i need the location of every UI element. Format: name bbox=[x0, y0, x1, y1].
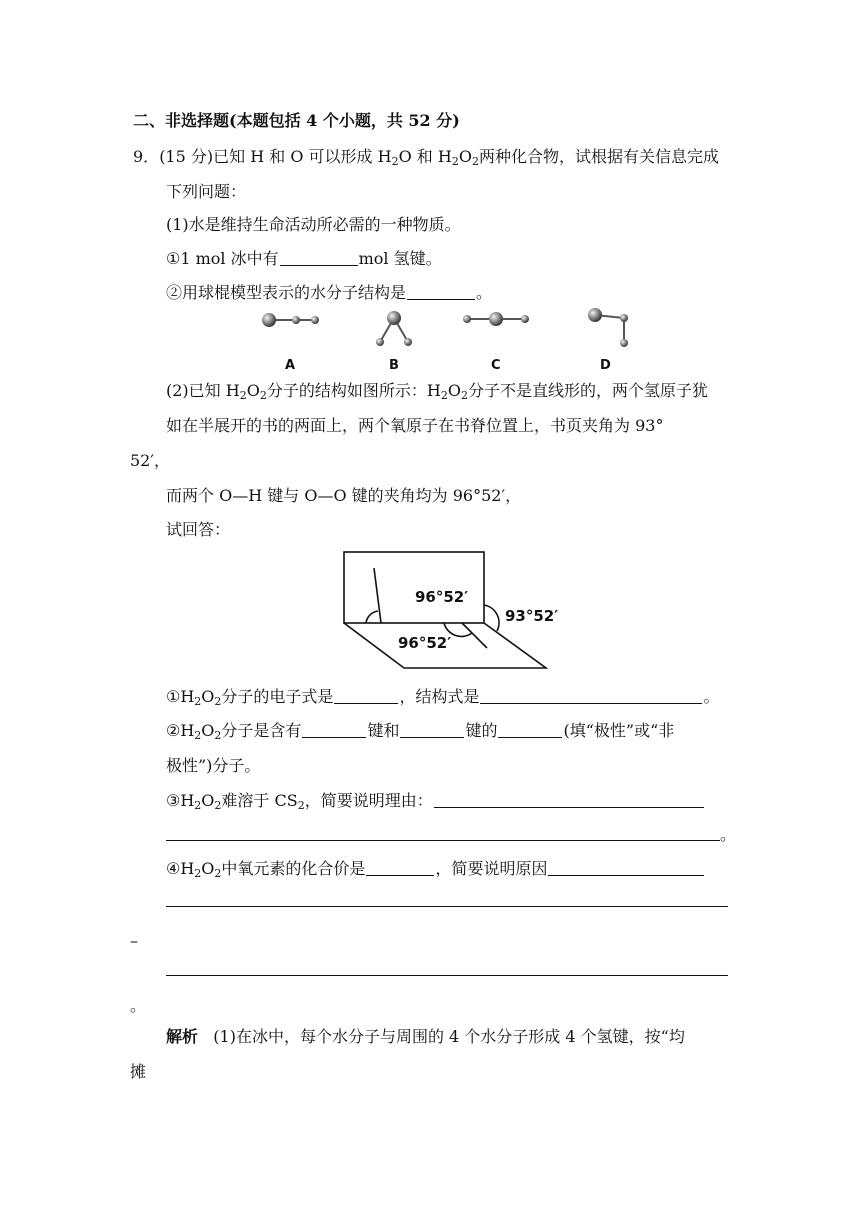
sub-question-text: ，结构式是 bbox=[399, 687, 480, 706]
part1-title: (1)水是维持生命活动所必需的一种物质。 bbox=[166, 215, 461, 234]
angle-label-right: 93°52′ bbox=[505, 607, 559, 625]
model-a-icon bbox=[262, 313, 319, 327]
answer-blank[interactable] bbox=[280, 249, 358, 266]
part1-q2 bbox=[166, 282, 492, 304]
sub-question-text: 难溶于 CS bbox=[221, 791, 298, 810]
part2-line1 bbox=[166, 380, 708, 402]
subscript: 2 bbox=[214, 695, 222, 708]
sub-question-text: O bbox=[201, 687, 215, 706]
subscript: 2 bbox=[194, 867, 202, 880]
answer-blank[interactable] bbox=[334, 687, 398, 704]
part1-q2-text: ②用球棍模型表示的水分子结构是 bbox=[166, 283, 407, 302]
sub-question-text: ②H bbox=[166, 721, 195, 740]
part1-q1-text: mol 氢键。 bbox=[358, 249, 442, 268]
answer-blank[interactable] bbox=[498, 721, 562, 738]
sub-question-text: ，简要说明理由： bbox=[304, 791, 433, 810]
sub-question-text: (填“极性”或“非 bbox=[563, 721, 675, 740]
analysis-line1 bbox=[166, 1026, 685, 1048]
sub-question-text: ，简要说明原因 bbox=[435, 859, 548, 878]
sub-question-text: 分子的电子式是 bbox=[221, 687, 334, 706]
subscript: 2 bbox=[471, 155, 479, 168]
model-d-icon bbox=[588, 308, 628, 347]
h2o2-structure-figure bbox=[0, 545, 860, 675]
subscript: 2 bbox=[214, 867, 222, 880]
analysis-line2: 摊 bbox=[130, 1062, 147, 1081]
question-number: 9． bbox=[133, 147, 160, 166]
subscript: 2 bbox=[194, 729, 202, 742]
answer-line[interactable] bbox=[166, 840, 720, 841]
dash-mark: – bbox=[130, 931, 138, 950]
sub-question-text: 键和 bbox=[367, 721, 400, 740]
question-score: (15 分) bbox=[159, 147, 214, 166]
part2-text: (2)已知 H bbox=[166, 381, 240, 400]
question-9-intro-line2: 下列问题： bbox=[166, 182, 247, 201]
intro-text: 两种化合物，试根据有关信息完成 bbox=[478, 147, 719, 166]
sub-question-text: O bbox=[201, 859, 215, 878]
sub-question-text: 中氧元素的化合价是 bbox=[221, 859, 366, 878]
part2-text: O bbox=[246, 381, 260, 400]
sub-question-b bbox=[166, 720, 674, 742]
subscript: 2 bbox=[214, 729, 222, 742]
option-label: A bbox=[285, 358, 296, 373]
section-heading: 二、非选择题(本题包括 4 个小题，共 52 分) bbox=[133, 111, 460, 130]
sub-question-text: O bbox=[201, 791, 215, 810]
subscript: 2 bbox=[214, 799, 222, 812]
answer-line[interactable] bbox=[166, 906, 728, 907]
option-label: B bbox=[389, 358, 399, 373]
subscript: 2 bbox=[391, 155, 399, 168]
option-label: D bbox=[600, 358, 611, 373]
answer-blank[interactable] bbox=[480, 687, 702, 704]
intro-text: 已知 H 和 O 可以形成 H bbox=[213, 147, 392, 166]
model-c-icon bbox=[463, 312, 529, 326]
intro-text: O 和 H bbox=[398, 147, 452, 166]
angle-label-lower: 96°52′ bbox=[398, 634, 452, 652]
angle-label-upper: 96°52′ bbox=[415, 588, 469, 606]
question-9-intro bbox=[133, 146, 719, 168]
part2-text: 分子不是直线形的，两个氢原子犹 bbox=[467, 381, 708, 400]
line-end-mark: 。 bbox=[720, 825, 737, 844]
sub-question-d bbox=[166, 858, 705, 880]
subscript: 2 bbox=[460, 389, 468, 402]
answer-blank[interactable] bbox=[407, 283, 475, 300]
sub-question-text: ③H bbox=[166, 791, 195, 810]
sub-question-text: O bbox=[201, 721, 215, 740]
answer-line[interactable] bbox=[166, 975, 728, 976]
model-b-icon bbox=[376, 311, 412, 346]
part2-text: O bbox=[447, 381, 461, 400]
part2-line2: 如在半展开的书的两面上，两个氧原子在书脊位置上，书页夹角为 93° bbox=[166, 416, 664, 435]
answer-blank[interactable] bbox=[400, 721, 464, 738]
subscript: 2 bbox=[239, 389, 247, 402]
answer-blank[interactable] bbox=[434, 791, 704, 808]
analysis-label: 解析 bbox=[166, 1027, 199, 1046]
subscript: 2 bbox=[440, 389, 448, 402]
part1-q1-text: ①1 mol 冰中有 bbox=[166, 249, 279, 268]
sub-question-text: 。 bbox=[703, 687, 720, 706]
sub-question-text: 分子是含有 bbox=[221, 721, 302, 740]
part2-text: 分子的结构如图所示：H bbox=[266, 381, 441, 400]
part2-line5: 试回答： bbox=[166, 520, 231, 539]
part1-q2-text: 。 bbox=[476, 283, 493, 302]
subscript: 2 bbox=[194, 799, 202, 812]
sub-question-b-line2: 极性”)分子。 bbox=[166, 756, 261, 775]
subscript: 2 bbox=[451, 155, 459, 168]
sub-question-text: ①H bbox=[166, 687, 195, 706]
option-label: C bbox=[491, 358, 501, 373]
answer-blank[interactable] bbox=[302, 721, 366, 738]
end-mark: 。 bbox=[130, 996, 147, 1015]
answer-blank[interactable] bbox=[548, 859, 704, 876]
sub-question-c bbox=[166, 790, 705, 812]
subscript: 2 bbox=[194, 695, 202, 708]
analysis-text: (1)在冰中，每个水分子与周围的 4 个水分子形成 4 个氢键，按“均 bbox=[213, 1027, 685, 1046]
subscript: 2 bbox=[297, 799, 305, 812]
sub-question-a bbox=[166, 686, 719, 708]
subscript: 2 bbox=[259, 389, 267, 402]
sub-question-text: 键的 bbox=[465, 721, 498, 740]
ball-stick-models-figure bbox=[0, 305, 860, 375]
sub-question-text: ④H bbox=[166, 859, 195, 878]
answer-blank[interactable] bbox=[366, 859, 434, 876]
part2-line3: 52′， bbox=[130, 451, 170, 470]
part1-q1 bbox=[166, 248, 442, 270]
intro-text: O bbox=[458, 147, 472, 166]
part2-line4: 而两个 O—H 键与 O—O 键的夹角均为 96°52′， bbox=[166, 486, 522, 505]
